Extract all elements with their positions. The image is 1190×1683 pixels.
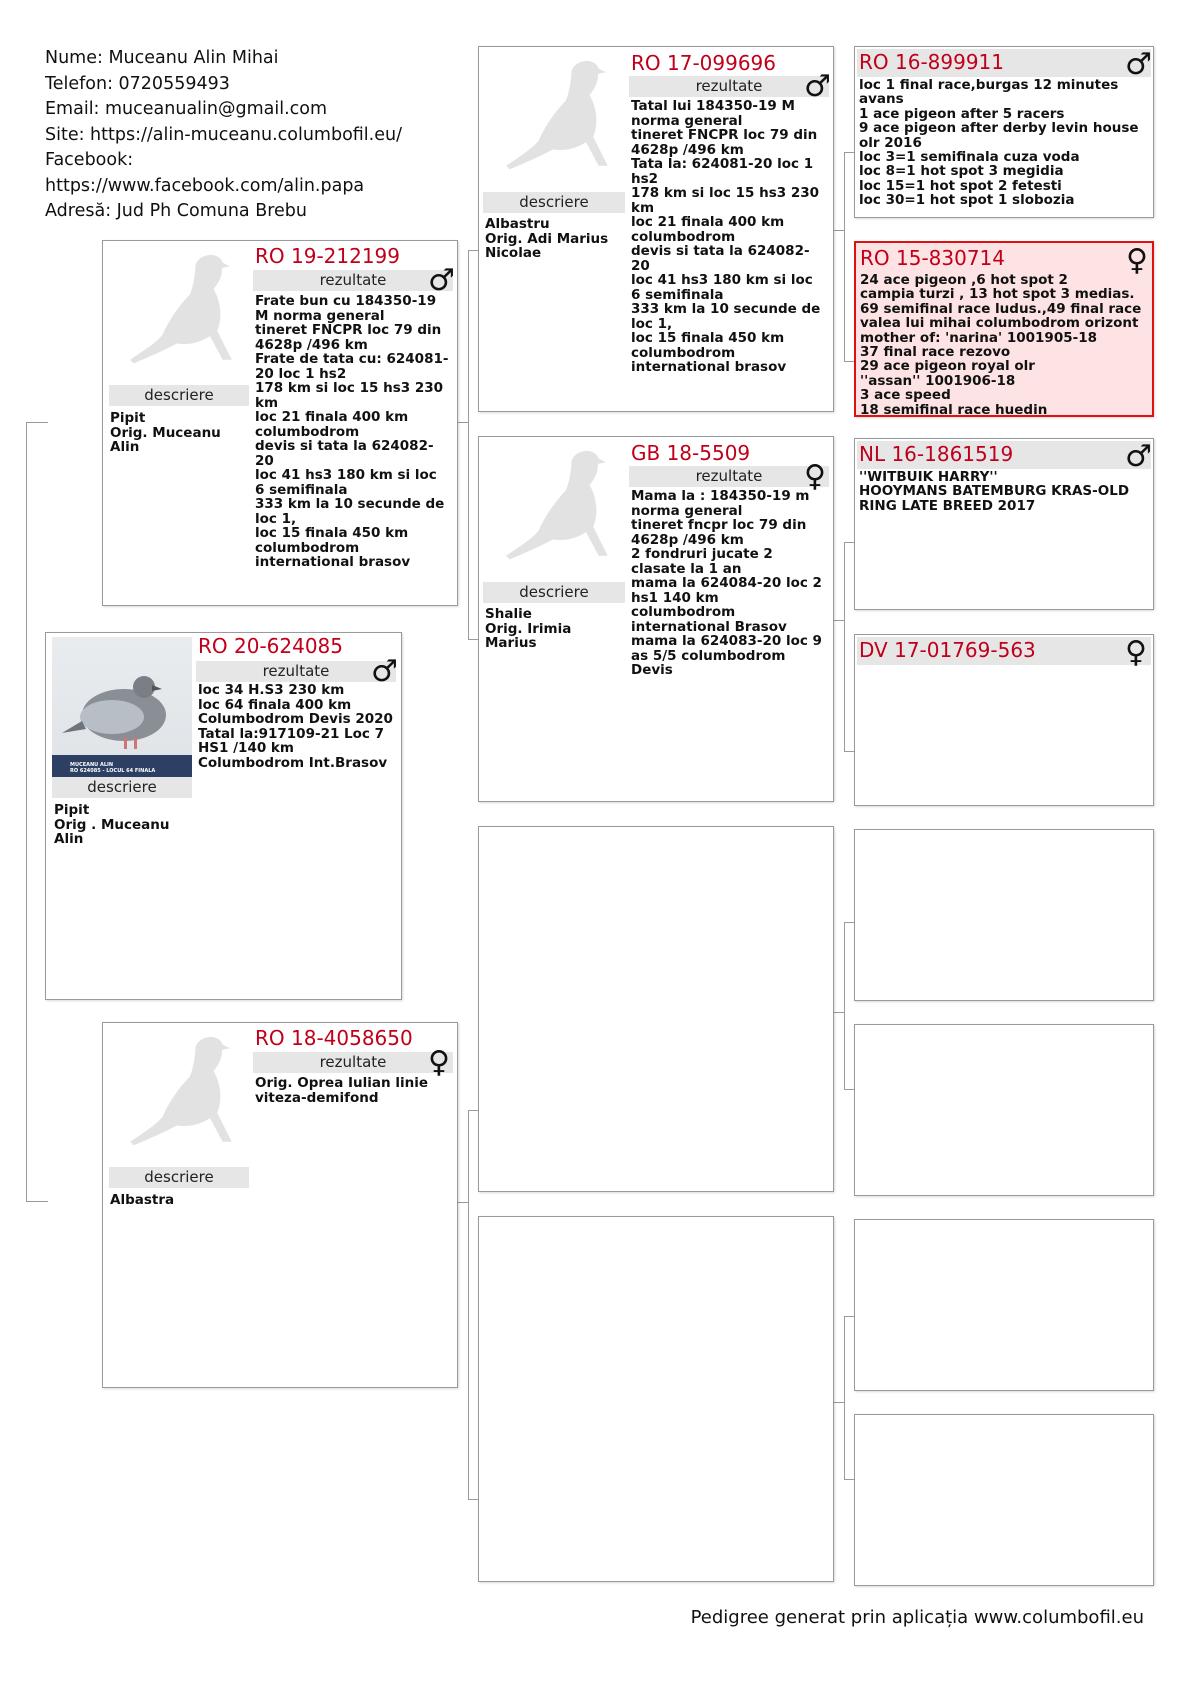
female-icon: ♀ [428,1045,450,1080]
pigeon-photo [52,637,192,777]
results-label: rezultate [629,76,829,97]
ds-sire-card[interactable] [854,829,1154,1001]
sire-sire-card[interactable] [478,46,834,412]
dam-ring: RO 18-4058650 [255,1026,413,1050]
description-label: descriere [52,777,192,798]
sire-dam-results: Mama la : 184350-19 m norma general tineret fncpr loc 79 din 4628p /496 km 2 fondruri jucate 2 clasate la 1 an mama la 624084-20 loc 2 hs1 140 km columbodrom international Brasov mama la 624083-20 loc 9 as 5/5 columbodrom Devis [631,488,822,678]
subject-description: Pipit Orig . Muceanu Alin [54,802,170,847]
connector-dam [468,1110,478,1500]
male-icon: ♂ [428,263,455,298]
owner-phone: Telefon: 0720559493 [45,73,230,94]
male-icon: ♂ [1125,47,1152,82]
connector-tick [458,422,468,423]
sd-dam-card[interactable] [854,634,1154,806]
subject-results: loc 34 H.S3 230 km loc 64 finala 400 km Columbodrom Devis 2020 Tatal la:917109-21 Loc 7 HS1 /140 km Columbodrom Int.Brasov [198,682,393,771]
description-label: descriere [109,1167,249,1188]
owner-address: Adresă: Jud Ph Comuna Brebu [45,201,308,221]
female-icon: ♀ [1126,243,1148,278]
results-label: rezultate [629,466,829,487]
connector-dd [844,1316,854,1480]
sd-dam-ring: DV 17-01769-563 [859,638,1036,662]
owner-email[interactable]: Email: muceanualin@gmail.com [45,99,328,119]
owner-info [45,46,402,225]
connector-tick [834,1012,844,1013]
sire-sire-description: Albastru Orig. Adi Marius Nicolae [485,216,609,261]
owner-facebook-url[interactable]: https://www.facebook.com/alin.papa [45,175,365,196]
sd-sire-card[interactable] [854,438,1154,610]
results-label: rezultate [253,270,453,291]
dam-sire-card[interactable] [478,826,834,1192]
connector-tick [834,230,844,231]
ss-sire-ring: RO 16-899911 [859,50,1005,74]
sire-dam-ring: GB 18-5509 [631,441,751,465]
sd-sire-ring: NL 16-1861519 [859,442,1014,466]
ss-sire-card[interactable] [854,46,1154,218]
dam-dam-card[interactable] [478,1216,834,1582]
dam-card[interactable] [102,1022,458,1388]
ss-dam-results: 24 ace pigeon ,6 hot spot 2 campia turzi , 13 hot spot 3 medias. 69 semifinal race ludus.,49 final race valea lui mihai columbodrom orizont mother of: 'narina' 1001905-18 37 final race rezovo 29 ace pigeon royal olr ''assan'' 1001906-18 3 ace speed 18 semifinal race huedin [860,272,1142,418]
connector-ds [844,922,854,1090]
pigeon-silhouette-icon [497,55,615,173]
connector-tick [458,1202,468,1203]
photo-caption: MUCEANU ALIN RO 624085 - LOCUL 64 FINALA [70,762,156,774]
pigeon-silhouette-icon [121,1031,239,1149]
results-label: rezultate [253,1052,453,1073]
sire-sire-results: Tatal lui 184350-19 M norma general tineret FNCPR loc 79 din 4628p /496 km Tata la: 624081-20 loc 1 hs2 178 km si loc 15 hs3 230 km loc 21 finala 400 km columbodrom devis si tata la 624082- 20 loc 41 hs3 180 km si loc 6 semifinala 333 km la 10 secunde de loc 1, loc 15 finala 450 km columbodrom international brasov [631,98,821,375]
ds-dam-card[interactable] [854,1024,1154,1196]
sire-description: Pipit Orig. Muceanu Alin [110,410,221,455]
sd-sire-results: ''WITBUIK HARRY'' HOOYMANS BATEMBURG KRAS-OLD RING LATE BREED 2017 [859,469,1130,514]
ss-sire-results: loc 1 final race,burgas 12 minutes avans 1 ace pigeon after 5 racers 9 ace pigeon after derby levin house olr 2016 loc 3=1 semifinala cuza voda loc 8=1 hot spot 3 megidia loc 15=1 hot spot 2 fetesti loc 30=1 hot spot 1 slobozia [859,77,1139,209]
ss-dam-card[interactable] [854,241,1154,417]
subject-card[interactable] [45,632,402,1000]
female-icon: ♀ [1125,635,1147,670]
connector-tick [834,1402,844,1403]
dam-description: Albastra [110,1192,175,1208]
dd-dam-card[interactable] [854,1414,1154,1586]
owner-name: Nume: Muceanu Alin Mihai [45,48,279,68]
connector-sd [844,542,854,752]
male-icon: ♂ [371,654,398,689]
sire-dam-description: Shalie Orig. Irimia Marius [485,606,572,651]
sire-dam-card[interactable] [478,436,834,802]
connector-ss [844,152,854,362]
description-label: descriere [109,385,249,406]
female-icon: ♀ [804,459,826,494]
pigeon-silhouette-icon [497,445,615,563]
footer-credit[interactable]: Pedigree generat prin aplicația www.columbofil.eu [690,1607,1144,1628]
description-label: descriere [483,192,625,213]
sire-ring: RO 19-212199 [255,244,401,268]
male-icon: ♂ [1125,439,1152,474]
owner-site[interactable]: Site: https://alin-muceanu.columbofil.eu/ [45,124,402,145]
results-label: rezultate [196,661,396,682]
pigeon-silhouette-icon [121,249,239,367]
owner-facebook-label: Facebook: [45,150,134,170]
connector-tick [834,620,844,621]
description-label: descriere [483,582,625,603]
sire-results: Frate bun cu 184350-19 M norma general tineret FNCPR loc 79 din 4628p /496 km Frate de tata cu: 624081- 20 loc 1 hs2 178 km si loc 15 hs3 230 km loc 21 finala 400 km columbodrom devis si tata la 624082- 20 loc 41 hs3 180 km si loc 6 semifinala 333 km la 10 secunde de loc 1, loc 15 finala 450 km columbodrom international brasov [255,293,449,570]
ss-dam-ring: RO 15-830714 [860,246,1006,270]
subject-ring: RO 20-624085 [198,634,344,658]
male-icon: ♂ [804,69,831,104]
dam-results: Orig. Oprea Iulian linie viteza-demifond [255,1075,428,1106]
connector-sire [468,250,478,640]
sire-sire-ring: RO 17-099696 [631,51,777,75]
sire-card[interactable] [102,240,458,606]
dd-sire-card[interactable] [854,1219,1154,1391]
